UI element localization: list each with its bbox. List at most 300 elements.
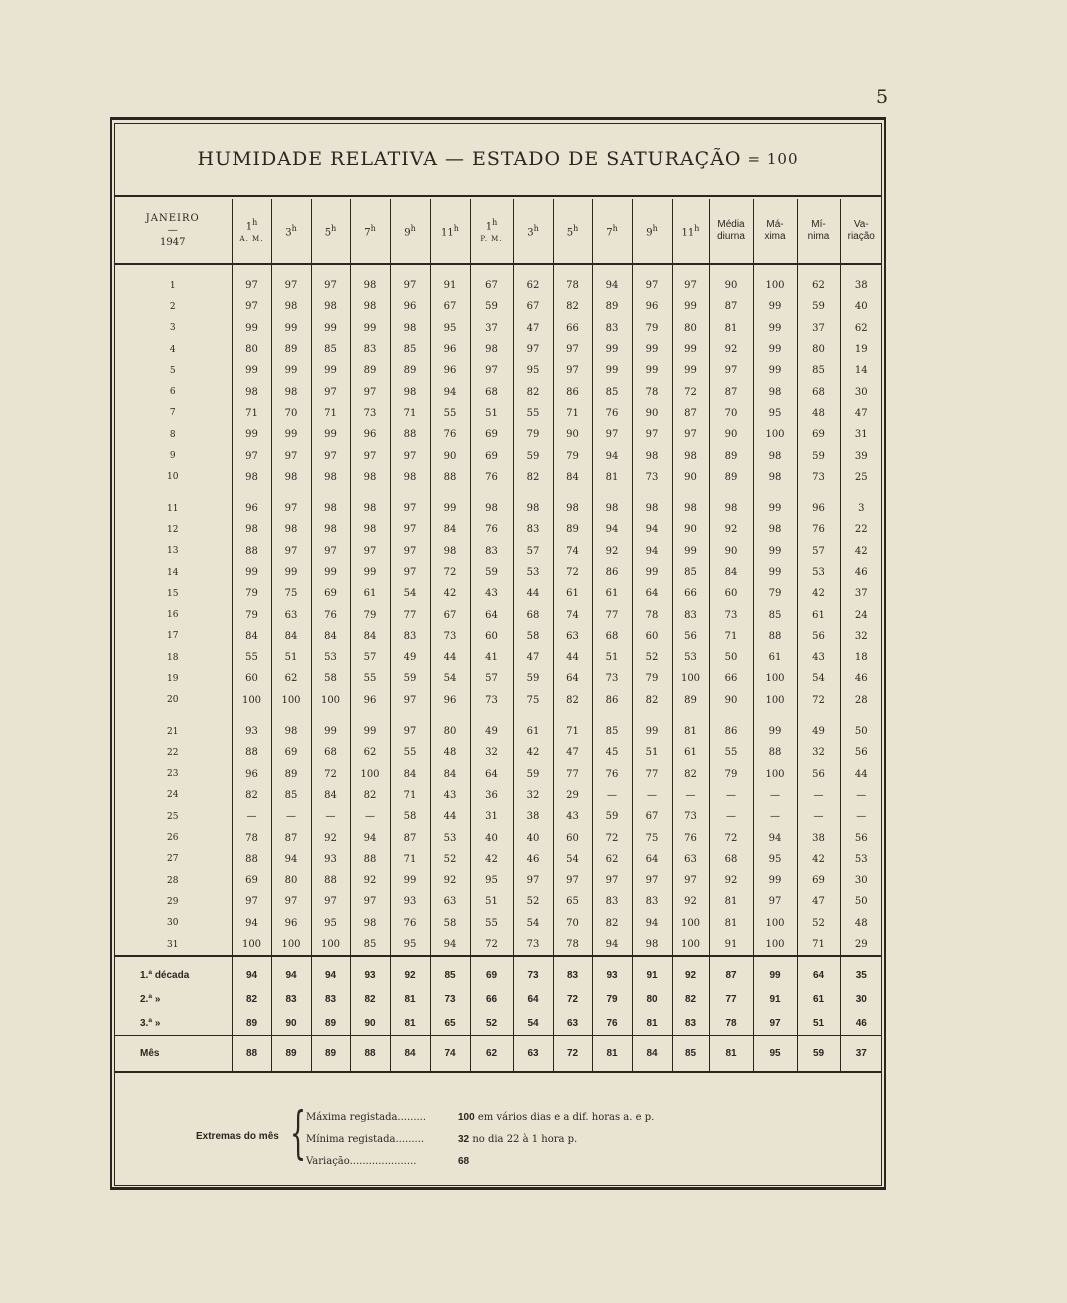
value-cell: 72: [311, 764, 350, 785]
variation-value: [458, 1156, 469, 1167]
value-cell: 95: [470, 870, 513, 891]
min-text: no dia 22 à 1 hora p.: [472, 1134, 578, 1145]
value-cell: 93: [232, 711, 271, 742]
value-cell: 98: [350, 913, 390, 934]
value-cell: 92: [709, 519, 753, 540]
value-cell: 53: [513, 562, 553, 583]
value-cell: 49: [390, 647, 430, 668]
value-cell: 99: [350, 711, 390, 742]
hour-header: [311, 199, 350, 264]
value-cell: 97: [632, 870, 672, 891]
value-cell: 100: [753, 934, 797, 956]
hour-header: [513, 199, 553, 264]
value-cell: 95: [753, 403, 797, 424]
value-cell: 77: [592, 604, 632, 625]
hour-header: [632, 199, 672, 264]
value-cell: 59: [592, 806, 632, 827]
value-cell: 92: [709, 339, 753, 360]
day-cell: 22: [167, 747, 179, 758]
value-cell: 59: [470, 296, 513, 317]
hour-label: [471, 217, 513, 233]
header-text: Média: [717, 219, 745, 230]
summary-cell: 65: [430, 1011, 470, 1036]
value-cell: 85: [592, 711, 632, 742]
value-cell: 87: [672, 403, 709, 424]
hour-label: [233, 217, 271, 233]
value-cell: 98: [311, 296, 350, 317]
value-cell: 82: [672, 764, 709, 785]
header-row: [114, 199, 882, 264]
month-cell: 95: [753, 1036, 797, 1073]
value-cell: 95: [430, 318, 470, 339]
value-cell: 59: [797, 445, 840, 466]
value-cell: —: [753, 806, 797, 827]
value-cell: 58: [311, 668, 350, 689]
value-cell: 83: [390, 626, 430, 647]
value-cell: 71: [311, 403, 350, 424]
table-row: [114, 626, 882, 647]
day-cell: 11: [167, 503, 179, 514]
value-cell: 96: [797, 488, 840, 519]
value-cell: 64: [553, 668, 592, 689]
value-cell: —: [232, 806, 271, 827]
summary-cell: 90: [271, 1011, 311, 1036]
month-cell: 84: [632, 1036, 672, 1073]
value-cell: 73: [797, 467, 840, 488]
value-cell: 71: [553, 711, 592, 742]
value-cell: 37: [797, 318, 840, 339]
hour-suffix: h: [331, 223, 337, 233]
value-cell: 98: [350, 264, 390, 296]
summary-row: [114, 956, 882, 987]
summary-cell: 89: [232, 1011, 271, 1036]
table-row: [114, 870, 882, 891]
value-cell: 98: [390, 381, 430, 402]
table-row: [114, 467, 882, 488]
value-cell: 78: [232, 827, 271, 848]
value-cell: 51: [632, 742, 672, 763]
value-cell: 75: [632, 827, 672, 848]
value-cell: 98: [553, 488, 592, 519]
value-cell: 100: [672, 668, 709, 689]
day-cell: 30: [167, 918, 179, 929]
value-cell: 98: [232, 381, 271, 402]
hour-number: 11: [441, 227, 454, 239]
value-cell: 72: [672, 381, 709, 402]
value-cell: 50: [840, 711, 882, 742]
hour-number: 11: [681, 227, 695, 239]
value-cell: 97: [271, 264, 311, 296]
table-row: [114, 668, 882, 689]
value-cell: 77: [632, 764, 672, 785]
value-cell: 37: [840, 583, 882, 604]
value-cell: 98: [271, 381, 311, 402]
value-cell: 86: [592, 690, 632, 711]
summary-cell: 73: [513, 956, 553, 987]
value-cell: 55: [390, 742, 430, 763]
value-cell: 100: [271, 934, 311, 956]
value-cell: 100: [753, 264, 797, 296]
value-cell: 47: [513, 318, 553, 339]
value-cell: 82: [350, 785, 390, 806]
hour-label: [431, 223, 470, 239]
table-row: [114, 339, 882, 360]
value-cell: —: [350, 806, 390, 827]
summary-cell: 92: [672, 956, 709, 987]
value-cell: 51: [470, 403, 513, 424]
value-cell: 99: [753, 562, 797, 583]
value-cell: 99: [753, 870, 797, 891]
value-cell: 99: [753, 711, 797, 742]
summary-cell: 92: [390, 956, 430, 987]
value-cell: 40: [513, 827, 553, 848]
value-cell: 96: [430, 360, 470, 381]
value-cell: —: [840, 785, 882, 806]
summary-cell: 97: [753, 1011, 797, 1036]
value-cell: 90: [672, 467, 709, 488]
hour-header: [672, 199, 709, 264]
summary-cell: 85: [430, 956, 470, 987]
value-cell: —: [311, 806, 350, 827]
hour-label: [633, 223, 672, 239]
summary-rows: [114, 956, 882, 1072]
value-cell: 98: [271, 711, 311, 742]
value-cell: 85: [797, 360, 840, 381]
value-cell: 14: [840, 360, 882, 381]
day-cell: 24: [167, 790, 179, 801]
summary-cell: 72: [553, 987, 592, 1011]
value-cell: 82: [232, 785, 271, 806]
month-cell: 81: [592, 1036, 632, 1073]
value-cell: 88: [350, 849, 390, 870]
page-number: 5: [876, 86, 889, 108]
value-cell: 32: [513, 785, 553, 806]
value-cell: 99: [311, 360, 350, 381]
value-cell: —: [840, 806, 882, 827]
value-cell: 89: [271, 764, 311, 785]
value-cell: 99: [753, 339, 797, 360]
table-row: [114, 488, 882, 519]
day-cell: 21: [167, 726, 179, 737]
title-suffix: = 100: [747, 150, 799, 168]
table-row: [114, 360, 882, 381]
value-cell: 97: [311, 445, 350, 466]
monthly-extremes: [114, 1102, 882, 1182]
value-cell: 82: [553, 296, 592, 317]
value-cell: 83: [470, 541, 513, 562]
value-cell: 68: [592, 626, 632, 647]
value-cell: 94: [592, 519, 632, 540]
value-cell: 83: [592, 318, 632, 339]
decade-label: 1.ª década: [114, 956, 232, 987]
value-cell: 84: [430, 519, 470, 540]
value-cell: 97: [390, 690, 430, 711]
value-cell: 75: [271, 583, 311, 604]
value-cell: 64: [470, 604, 513, 625]
value-cell: 72: [430, 562, 470, 583]
value-cell: 97: [271, 488, 311, 519]
value-cell: 99: [271, 318, 311, 339]
value-cell: 42: [797, 849, 840, 870]
value-cell: 97: [632, 264, 672, 296]
value-cell: 98: [672, 445, 709, 466]
decade-label: 3.ª »: [140, 1017, 161, 1029]
variation-number: 68: [458, 1156, 470, 1167]
value-cell: 74: [553, 541, 592, 562]
summary-cell: 83: [271, 987, 311, 1011]
value-cell: 80: [271, 870, 311, 891]
value-cell: 69: [470, 445, 513, 466]
summary-cell: 83: [553, 956, 592, 987]
value-cell: —: [797, 785, 840, 806]
value-cell: 84: [271, 626, 311, 647]
value-cell: 42: [513, 742, 553, 763]
value-cell: 96: [390, 296, 430, 317]
value-cell: 67: [470, 264, 513, 296]
value-cell: 99: [753, 360, 797, 381]
hour-label: [312, 223, 350, 239]
value-cell: 63: [271, 604, 311, 625]
value-cell: 67: [430, 604, 470, 625]
value-cell: 44: [430, 647, 470, 668]
month-cell: 74: [430, 1036, 470, 1073]
summary-cell: 64: [513, 987, 553, 1011]
value-cell: 54: [430, 668, 470, 689]
value-cell: 99: [753, 541, 797, 562]
value-cell: 56: [840, 742, 882, 763]
value-cell: 99: [753, 488, 797, 519]
value-cell: 62: [797, 264, 840, 296]
value-cell: 65: [553, 891, 592, 912]
day-cell: 26: [167, 833, 179, 844]
summary-cell: 73: [430, 987, 470, 1011]
value-cell: 62: [592, 849, 632, 870]
value-cell: 59: [390, 668, 430, 689]
summary-cell: 83: [672, 1011, 709, 1036]
value-cell: 51: [271, 647, 311, 668]
hour-label: [593, 223, 632, 239]
value-cell: 42: [797, 583, 840, 604]
summary-cell: 82: [350, 987, 390, 1011]
hour-number: 3: [527, 227, 534, 239]
value-cell: 99: [672, 296, 709, 317]
table-row: [114, 403, 882, 424]
month-cell: 89: [271, 1036, 311, 1073]
value-cell: 97: [390, 541, 430, 562]
value-cell: 92: [709, 870, 753, 891]
max-header: [753, 199, 797, 264]
value-cell: 38: [513, 806, 553, 827]
value-cell: 90: [430, 445, 470, 466]
value-cell: 73: [513, 934, 553, 956]
value-cell: 97: [350, 891, 390, 912]
table-row: [114, 541, 882, 562]
summary-cell: 63: [553, 1011, 592, 1036]
hour-number: 1: [485, 221, 493, 233]
value-cell: —: [753, 785, 797, 806]
value-cell: 81: [592, 467, 632, 488]
value-cell: 83: [592, 891, 632, 912]
value-cell: 59: [797, 296, 840, 317]
day-cell: 13: [167, 546, 179, 557]
value-cell: 29: [840, 934, 882, 956]
value-cell: 89: [672, 690, 709, 711]
table-row: [114, 562, 882, 583]
value-cell: 99: [753, 318, 797, 339]
value-cell: 87: [271, 827, 311, 848]
value-cell: 49: [797, 711, 840, 742]
summary-cell: 93: [350, 956, 390, 987]
value-cell: 42: [840, 541, 882, 562]
hour-suffix: h: [694, 223, 700, 233]
value-cell: 59: [513, 445, 553, 466]
value-cell: 38: [797, 827, 840, 848]
value-cell: 83: [672, 604, 709, 625]
value-cell: 98: [592, 488, 632, 519]
value-cell: 88: [753, 742, 797, 763]
value-cell: 46: [840, 668, 882, 689]
value-cell: 71: [232, 403, 271, 424]
value-cell: 97: [513, 339, 553, 360]
hour-label: [554, 223, 592, 239]
summary-cell: 81: [390, 987, 430, 1011]
value-cell: 82: [513, 381, 553, 402]
value-cell: 99: [632, 711, 672, 742]
value-cell: 68: [311, 742, 350, 763]
value-cell: 98: [470, 339, 513, 360]
hour-number: 3: [285, 227, 292, 239]
value-cell: 76: [430, 424, 470, 445]
value-cell: 51: [470, 891, 513, 912]
value-cell: 98: [311, 467, 350, 488]
value-cell: 72: [797, 690, 840, 711]
hour-label: [391, 223, 430, 239]
value-cell: 99: [390, 870, 430, 891]
value-cell: 94: [753, 827, 797, 848]
value-cell: 95: [390, 934, 430, 956]
value-cell: 79: [232, 583, 271, 604]
value-cell: 99: [672, 360, 709, 381]
value-cell: 53: [430, 827, 470, 848]
value-cell: 43: [797, 647, 840, 668]
hour-number: 9: [646, 227, 653, 239]
value-cell: 98: [753, 519, 797, 540]
value-cell: 94: [592, 445, 632, 466]
min-label: Mínima registada.........: [306, 1134, 425, 1145]
value-cell: 31: [470, 806, 513, 827]
summary-cell: 82: [672, 987, 709, 1011]
day-cell: 8: [169, 429, 176, 440]
value-cell: 88: [232, 541, 271, 562]
value-cell: 91: [709, 934, 753, 956]
day-cell: 2: [169, 301, 176, 312]
summary-cell: 82: [232, 987, 271, 1011]
value-cell: 96: [632, 296, 672, 317]
value-cell: 81: [672, 711, 709, 742]
month-cell: 89: [311, 1036, 350, 1073]
day-cell: 4: [169, 344, 176, 355]
value-cell: 96: [232, 764, 271, 785]
day-cell: 29: [167, 896, 179, 907]
hour-number: 1: [245, 221, 253, 233]
value-cell: 60: [632, 626, 672, 647]
value-cell: 79: [553, 445, 592, 466]
value-cell: 76: [311, 604, 350, 625]
value-cell: 64: [470, 764, 513, 785]
value-cell: 55: [470, 913, 513, 934]
value-cell: 96: [430, 339, 470, 360]
month-cell: 63: [513, 1036, 553, 1073]
value-cell: 99: [311, 424, 350, 445]
decade-label: 2.ª »: [140, 993, 161, 1005]
value-cell: 89: [350, 360, 390, 381]
value-cell: 31: [840, 424, 882, 445]
value-cell: 69: [797, 870, 840, 891]
value-cell: 100: [232, 934, 271, 956]
hour-header: [592, 199, 632, 264]
summary-cell: 81: [632, 1011, 672, 1036]
value-cell: 61: [592, 583, 632, 604]
month-label: Mês: [114, 1036, 232, 1073]
value-cell: 89: [271, 339, 311, 360]
value-cell: 97: [311, 541, 350, 562]
value-cell: 32: [797, 742, 840, 763]
value-cell: 68: [709, 849, 753, 870]
value-cell: 97: [553, 360, 592, 381]
value-cell: 30: [840, 381, 882, 402]
value-cell: 44: [840, 764, 882, 785]
value-cell: 60: [709, 583, 753, 604]
month-header: [114, 199, 232, 264]
value-cell: 62: [513, 264, 553, 296]
value-cell: 99: [632, 562, 672, 583]
value-cell: 73: [709, 604, 753, 625]
value-cell: 56: [840, 827, 882, 848]
day-cell: 12: [167, 524, 179, 535]
value-cell: 95: [513, 360, 553, 381]
value-cell: 25: [840, 467, 882, 488]
value-cell: 97: [232, 264, 271, 296]
value-cell: 84: [232, 626, 271, 647]
value-cell: 57: [470, 668, 513, 689]
title-text: HUMIDADE RELATIVA — ESTADO DE SATURAÇÃO: [197, 148, 742, 170]
value-cell: 97: [390, 519, 430, 540]
hour-suffix: h: [370, 223, 376, 233]
value-cell: 68: [470, 381, 513, 402]
header-text: diurna: [717, 231, 745, 242]
value-cell: 73: [672, 806, 709, 827]
month-summary-row: [114, 1036, 882, 1073]
value-cell: 97: [311, 891, 350, 912]
value-cell: 99: [672, 541, 709, 562]
value-cell: 60: [470, 626, 513, 647]
value-cell: 42: [470, 849, 513, 870]
value-cell: 97: [311, 381, 350, 402]
day-cell: 27: [167, 854, 179, 865]
value-cell: 97: [672, 870, 709, 891]
hour-header: [470, 199, 513, 264]
value-cell: 90: [553, 424, 592, 445]
value-cell: 78: [553, 264, 592, 296]
value-cell: 76: [592, 764, 632, 785]
value-cell: 72: [592, 827, 632, 848]
value-cell: 55: [350, 668, 390, 689]
value-cell: 53: [311, 647, 350, 668]
value-cell: 60: [232, 668, 271, 689]
value-cell: 100: [311, 690, 350, 711]
value-cell: 84: [709, 562, 753, 583]
day-cell: 3: [169, 323, 176, 334]
